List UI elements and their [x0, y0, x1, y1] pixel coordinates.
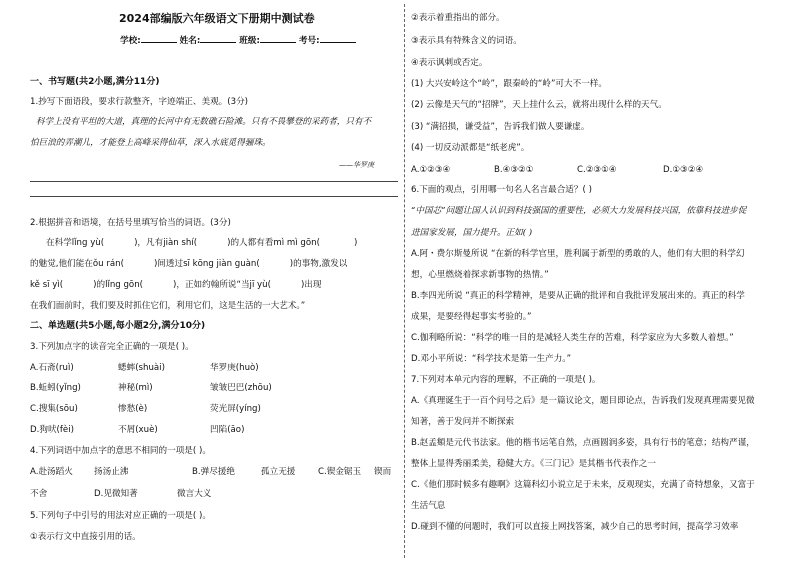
q7-option-d[interactable]: D.碰到不懂的问题时，我们可以直接上网找答案，减少自己的思考时间，提高学习效率 — [411, 522, 739, 532]
q5-sentence-4: (4) 一切反动派都是“纸老虎”。 — [411, 143, 530, 153]
q2-l1b: )，凡有jiàn shí( — [134, 238, 198, 248]
q7-option-c[interactable]: C.《他们那时候多有趣啊》这篇科幻小说立足于未来，反观现实，充满了奇特想象，又富于 — [411, 480, 755, 490]
name-label: 姓名: — [179, 36, 201, 46]
q3-b-word-2: 神秘(mì) — [118, 383, 153, 393]
q7-option-a[interactable]: A.《真理诞生于一百个问号之后》是一篇议论文，题目即论点，告诉我们发现真理需要见微 — [411, 396, 755, 406]
q4-c-word-2: 锲而 — [374, 467, 392, 477]
q1-passage-line-2: 怕巨浪的弄潮儿，才能登上高峰采得仙草，深入水底觅得骊珠。 — [30, 138, 271, 148]
q5-option-a[interactable]: A.①②③④ — [411, 165, 451, 175]
school-field[interactable] — [141, 42, 177, 43]
q4-option-a[interactable]: A.赴汤蹈火 — [30, 467, 73, 477]
q2-l3d: )出现 — [300, 280, 322, 290]
page-title: 2024部编版六年级语文下册期中测试卷 — [119, 12, 315, 25]
section-1-heading: 一、书写题(共2小题,满分11分) — [30, 77, 160, 87]
q6-option-a[interactable]: A.阿・费尔斯曼所说 “在新的科学官里，胜利属于新型的勇敢的人，他们有大胆的科学幻 — [411, 249, 745, 259]
q3-stem: 3.下列加点字的读音完全正确的一项是( )。 — [30, 342, 194, 352]
column-divider — [404, 4, 405, 558]
q4-option-b[interactable]: B.弹尽援绝 — [192, 467, 236, 477]
q2-line-4: 在我们面前时，我们要及时抓住它们，利用它们，这是生活的一大艺术。” — [30, 301, 306, 311]
q7-option-b[interactable]: B.赵孟頫是元代书法家。他的楷书运笔自然，点画圆润多姿，具有行书的笔意；结构严谨， — [411, 438, 755, 448]
q6-option-a-cont: 想，心里燃烧着探求新事物的热情。” — [411, 270, 549, 280]
q5-usage-1: ①表示行文中直接引用的话。 — [30, 532, 141, 542]
q4-option-c[interactable]: C.锲金锯玉 — [318, 467, 362, 477]
q6-passage-line-1: “中国芯”问题让国人认识到科技强国的重要性，必须大力发展科技兴国，依靠科技进步促 — [411, 206, 747, 216]
q3-option-b[interactable]: B.蚯蚓(yǐng) — [30, 383, 81, 393]
q2-stem: 2.根据拼音和语境，在括号里填写恰当的词语。(3分) — [30, 218, 231, 228]
q2-l2a: 的魅觉,他们能在ǒu rán( — [30, 259, 124, 269]
q5-usage-2: ②表示着重指出的部分。 — [411, 13, 505, 23]
q7-option-a-cont: 知著，善于发问并不断探索 — [411, 417, 515, 427]
q2-l1d: ) — [353, 238, 358, 248]
q1-stem: 1.抄写下面语段，要求行款整齐，字迹端正、美观。(3分) — [30, 97, 249, 107]
q3-d-word-2: 不屑(xuè) — [118, 425, 158, 435]
q3-c-word-2: 惨愁(è) — [118, 404, 148, 414]
writing-line-2[interactable] — [30, 196, 398, 197]
q5-sentence-1: (1) 大兴安岭这个“岭”，跟秦岭的“岭”可大不一样。 — [411, 79, 607, 89]
q5-sentence-3: (3) “满招损，谦受益”，告诉我们做人要谦虚。 — [411, 122, 590, 132]
q2-line-2 — [30, 259, 347, 270]
q2-l2c: )的事物,激发以 — [289, 259, 348, 269]
section-2-heading: 二、单选题(共5小题,每小题2分,满分10分) — [30, 321, 206, 331]
q5-stem: 5.下列句子中引号的用法对应正确的一项是( )。 — [30, 511, 211, 521]
q5-option-c[interactable]: C.②③①④ — [577, 165, 617, 175]
q2-l3c: )，正如约翰所说“当jī yù( — [173, 280, 271, 290]
class-label: 班级: — [239, 36, 260, 46]
q2-l1c: )的人都有看mì mì gōn( — [227, 238, 320, 248]
q3-b-word-3: 皱皱巴巴(zhōu) — [210, 383, 272, 393]
q5-usage-4: ④表示讽刺或否定。 — [411, 58, 488, 68]
q6-option-d[interactable]: D.邓小平所说：“科学技术是第一生产力。” — [411, 354, 572, 364]
number-field[interactable] — [320, 42, 356, 43]
q3-option-c[interactable]: C.搜集(sōu) — [30, 404, 78, 414]
q6-option-c[interactable]: C.伽利略所说：“科学的唯一目的是减轻人类生存的苦难，科学家应为大多数人着想。” — [411, 333, 734, 343]
student-info-line — [120, 36, 356, 47]
q2-l3b: )的lǐng gōn( — [93, 280, 143, 290]
q4-c-word-2-cont: 不舍 — [30, 489, 48, 499]
q6-passage-line-2: 进国家发展，国力提升。正如( ) — [411, 228, 533, 238]
q4-option-d[interactable]: D.见微知著 — [94, 489, 138, 499]
school-label: 学校: — [120, 36, 141, 46]
q5-option-b[interactable]: B.④③②① — [494, 165, 534, 175]
q3-option-a[interactable]: A.石斋(ruì) — [30, 363, 74, 373]
class-field[interactable] — [260, 42, 296, 43]
q2-line-1 — [46, 238, 357, 249]
q1-author: ——华罗庚 — [339, 161, 374, 169]
q5-option-d[interactable]: D.①③②④ — [663, 165, 704, 175]
q3-a-word-2: 蟋蟀(shuài) — [118, 363, 165, 373]
q7-option-b-cont: 整体上显得秀丽柔美，稳健大方。《三门记》是其楷书代表作之一 — [411, 459, 656, 469]
q2-l3a: kě sī yì( — [30, 280, 64, 290]
q2-l1a: 在科学lǐng yù( — [46, 238, 105, 248]
q5-sentence-2: (2) 云像是天气的“招牌”，天上挂什么云，就将出现什么样的天气。 — [411, 100, 667, 110]
q3-option-d[interactable]: D.狗吠(fèi) — [30, 425, 74, 435]
q3-a-word-3: 华罗庚(huò) — [210, 363, 259, 373]
name-field[interactable] — [200, 42, 236, 43]
q7-stem: 7.下列对本单元内容的理解，不正确的一项是( )。 — [411, 375, 601, 385]
q6-stem: 6.下面的观点，引用哪一句名人名言最合适？( ) — [411, 185, 592, 195]
number-label: 考号: — [298, 36, 320, 46]
q5-usage-3: ③表示具有特殊含义的词语。 — [411, 36, 522, 46]
q4-stem: 4.下列词语中加点字的意思不相同的一项是( )。 — [30, 446, 211, 456]
q2-line-3 — [30, 280, 322, 291]
q2-l2b: )间透过sī kōng jiàn guàn( — [153, 259, 260, 269]
q1-passage-line-1: 科学上没有平坦的大道，真理的长河中有无数礁石险滩。只有不畏攀登的采药者，只有不 — [36, 117, 372, 127]
writing-line-1[interactable] — [30, 181, 398, 182]
q3-d-word-3: 凹陷(āo) — [210, 425, 245, 435]
q4-a-word-2: 扬汤止沸 — [94, 467, 129, 477]
q6-option-b[interactable]: B.李四光所说 “真正的科学精神，是要从正确的批评和自我批评发展出来的。真正的科学 — [411, 291, 745, 301]
q6-option-b-cont: 成果，是要经得起事实考验的。” — [411, 312, 532, 322]
q3-c-word-3: 荧光屏(yíng) — [210, 404, 261, 414]
q7-option-c-cont: 生活气息 — [411, 501, 446, 511]
q4-d-word-2: 微言大义 — [177, 489, 212, 499]
q4-b-word-2: 孤立无援 — [261, 467, 296, 477]
